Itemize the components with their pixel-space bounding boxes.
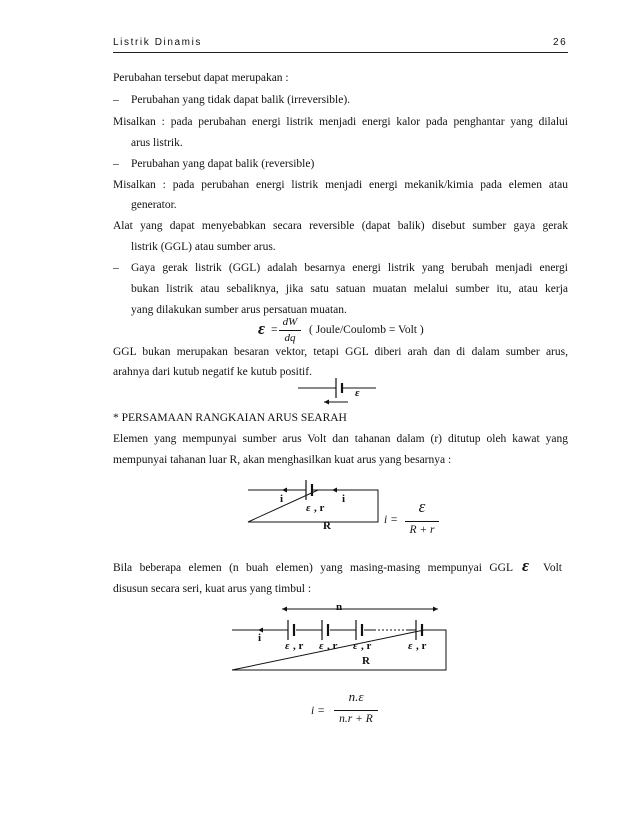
battery-emf-label: ε (355, 387, 360, 399)
formula1-units: ( Joule/Coulomb = Volt ) (309, 324, 424, 336)
paragraph-series: Bila beberapa elemen (n buah elemen) yang masing-masing mempunyai GGL (113, 562, 513, 574)
circuit2-r-1: , r (293, 640, 304, 652)
formula2-numerator: ε (418, 497, 426, 516)
formula1-numerator: dW (282, 316, 298, 328)
circuit1-emf: ε (306, 502, 311, 514)
circuit2-r-3: , r (361, 640, 372, 652)
header-rule (113, 52, 568, 53)
circuit1-internal-resistance: , r (314, 502, 325, 514)
bullet-ggl-line-1: Gaya gerak listrik (GGL) adalah besarnya energi listrik yang berubah menjadi energi (131, 262, 568, 274)
series-emf-symbol: ε (522, 556, 529, 575)
paragraph-intro: Perubahan tersebut dapat merupakan : (113, 72, 289, 84)
current-arrow-left (282, 488, 287, 493)
bullet-reversible: Perubahan yang dapat balik (reversible) (131, 158, 315, 170)
fraction-bar (334, 710, 378, 711)
bullet-dash: – (113, 262, 119, 274)
fraction-bar (279, 330, 301, 331)
formula1-equals: = (271, 324, 278, 336)
circuit2-emf-3: ε (353, 640, 358, 652)
formula3-numerator: n.ε (348, 689, 364, 704)
circuit2-emf-1: ε (285, 640, 290, 652)
bullet-dash: – (113, 158, 119, 170)
formula1-denominator: dq (284, 332, 296, 344)
bullet-ggl-line-3: yang dilakukan sumber arus persatuan muatan. (131, 304, 347, 316)
formula2-denominator: R + r (409, 524, 435, 536)
formula2-lhs: i = (384, 514, 398, 526)
circuit1-current-left: i (280, 493, 284, 505)
circuit1-current-right: i (342, 493, 346, 505)
paragraph-ggl-direction-cont: arahnya dari kutub negatif ke kutub positif. (113, 366, 312, 378)
circuit2-r-2: , r (327, 640, 338, 652)
paragraph-example-1: Misalkan : pada perubahan energi listrik menjadi energi kalor pada penghantar yang dilalui (113, 116, 568, 128)
circuit2-resistor-label: R (362, 655, 370, 667)
circuit2-emf-2: ε (319, 640, 324, 652)
paragraph-element-cont: mempunyai tahanan luar R, akan menghasilkan kuat arus yang besarnya : (113, 454, 452, 466)
paragraph-example-2-cont: generator. (131, 199, 177, 211)
paragraph-ggl-direction: GGL bukan merupakan besaran vektor, tetapi GGL diberi arah dan di dalam sumber arus, (113, 346, 568, 358)
circuit-series-cells (230, 602, 448, 676)
circuit2-emf-n: ε (408, 640, 413, 652)
paragraph-ggl-definition: Alat yang dapat menyebabkan secara reversible (dapat balik) disebut sumber gaya gerak (113, 220, 568, 232)
formula3-denominator: n.r + R (339, 713, 373, 725)
section-heading: * PERSAMAAN RANGKAIAN ARUS SEARAH (113, 412, 347, 424)
bullet-dash: – (113, 94, 119, 106)
circuit2-n-label: n (336, 601, 343, 613)
paragraph-series-cont: disusun secara seri, kuat arus yang timbul : (113, 583, 312, 595)
paragraph-series-volt: Volt (543, 562, 562, 574)
paragraph-element: Elemen yang mempunyai sumber arus Volt dan tahanan dalam (r) ditutup oleh kawat yang (113, 433, 568, 445)
paragraph-example-1-cont: arus listrik. (131, 137, 183, 149)
circuit2-r-n: , r (416, 640, 427, 652)
circuit2-current-label: i (258, 632, 262, 644)
current-arrow-right (332, 488, 337, 493)
bullet-irreversible: Perubahan yang tidak dapat balik (irreversible). (131, 94, 351, 106)
running-header-title: Listrik Dinamis (113, 37, 203, 48)
bullet-ggl-line-2: bukan listrik atau sebaliknya, jika satu satuan muatan melalui sumber itu, atau kerja (131, 283, 568, 295)
paragraph-ggl-definition-cont: listrik (GGL) atau sumber arus. (131, 241, 276, 253)
emf-symbol: ε (258, 319, 265, 338)
circuit1-resistor-label: R (323, 520, 331, 532)
battery-diagram (296, 374, 378, 410)
formula3-lhs: i = (311, 705, 325, 717)
paragraph-example-2: Misalkan : pada perubahan energi listrik menjadi energi mekanik/kimia pada elemen atau (113, 179, 568, 191)
fraction-bar (405, 521, 439, 522)
page-number: 26 (553, 37, 568, 48)
